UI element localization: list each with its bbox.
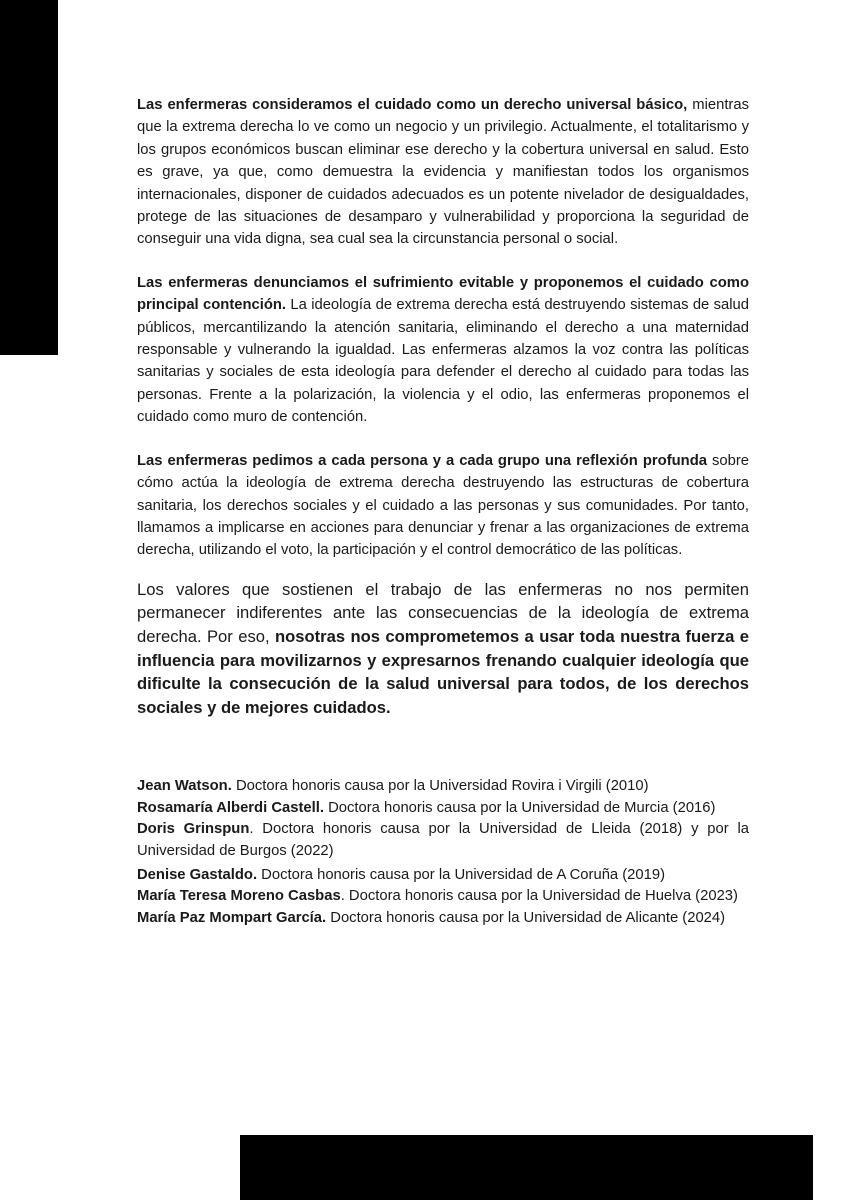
signatory-desc: . Doctora honoris causa por la Universidad de Lleida (2018) y por la Universidad de Burgos (2022) [137, 821, 749, 860]
paragraph-lead: Las enfermeras denunciamos el sufrimiento evitable y proponemos el cuidado como principal contención. [137, 274, 749, 314]
paragraph-emphasis: nosotras nos comprometemos a usar toda nuestra fuerza e influencia para movilizarnos y expresarnos frenando cualquier ideología que dificulte la consecución de la salud universal para todos, de los derechos sociales y de mejores cuidados. [137, 626, 749, 717]
signatory-desc: Doctora honoris causa por la Universidad Rovira i Virgili (2010) [231, 778, 649, 795]
signatories-list [137, 776, 749, 929]
signatory [137, 908, 749, 930]
paragraph-cuidado-derecho [137, 94, 749, 251]
paragraph-body: Los valores que sostienen el trabajo de las enfermeras no nos permiten permanecer indiferentes ante las consecuencias de la ideología de extrema derecha. Por eso, [137, 579, 749, 646]
signatory-desc: Doctora honoris causa por la Universidad de Murcia (2016) [323, 799, 716, 816]
signatory-desc: Doctora honoris causa por la Universidad de Alicante (2024) [326, 909, 726, 926]
signatory-name: Rosamaría Alberdi Castell. [137, 799, 324, 816]
paragraph-body: mientras que la extrema derecha lo ve como un negocio y un privilegio. Actualmente, el totalitarismo y los grupos económicos buscan eliminar ese derecho y la cobertura universal en salud. Esto es grave, ya que, como demuestra la evidencia y manifiestan todos los organismos internacionales, disponer de cuidados adecuados es un potente nivelador de desigualdades, protege de las situaciones de desamparo y vulnerabilidad y proporciona la seguridad de conseguir una vida digna, sea cual sea la circunstancia personal o social. [137, 97, 749, 248]
signatory [137, 798, 749, 820]
bottom-black-bar [240, 1135, 813, 1200]
paragraph-lead: Las enfermeras consideramos el cuidado como un derecho universal básico, [137, 97, 688, 113]
signatory [137, 886, 749, 908]
signatory-name: Doris Grinspun [137, 821, 250, 838]
paragraph-lead: Las enfermeras pedimos a cada persona y a cada grupo una reflexión profunda [137, 452, 707, 469]
signatory-name: Denise Gastaldo. [137, 866, 258, 883]
signatory-desc: Doctora honoris causa por la Universidad de A Coruña (2019) [257, 866, 666, 883]
signatory [137, 819, 749, 862]
signatory-name: Jean Watson. [137, 778, 232, 795]
document-page [137, 94, 749, 929]
signatory-desc: . Doctora honoris causa por la Universidad de Huelva (2023) [340, 888, 738, 905]
paragraph-reflexion [137, 450, 749, 562]
left-black-bar [0, 0, 58, 355]
signatory-name: María Teresa Moreno Casbas [137, 888, 341, 905]
paragraph-sufrimiento-evitable [137, 272, 749, 429]
paragraph-body: sobre cómo actúa la ideología de extrema derecha destruyendo las estructuras de cobertura sanitaria, los derechos sociales y el cuidado a las personas y sus comunidades. Por tanto, llamamos a implicarse en acciones para denunciar y frenar a las organizaciones de extrema derecha, utilizando el voto, la participación y el control democrático de las políticas. [137, 452, 749, 559]
paragraph-compromiso [137, 578, 749, 720]
paragraph-body: La ideología de extrema derecha está destruyendo sistemas de salud públicos, mercantilizando la atención sanitaria, eliminando el derecho a una maternidad responsable y vulnerando la igualdad. Las enfermeras alzamos la voz contra las políticas sanitarias y sociales de esta ideología para defender el derecho al cuidado para todas las personas. Frente a la polarización, la violencia y el odio, las enfermeras proponemos el cuidado como muro de contención. [137, 297, 749, 426]
signatory [137, 865, 749, 887]
signatory [137, 776, 749, 798]
signatory-name: María Paz Mompart García. [137, 909, 327, 926]
